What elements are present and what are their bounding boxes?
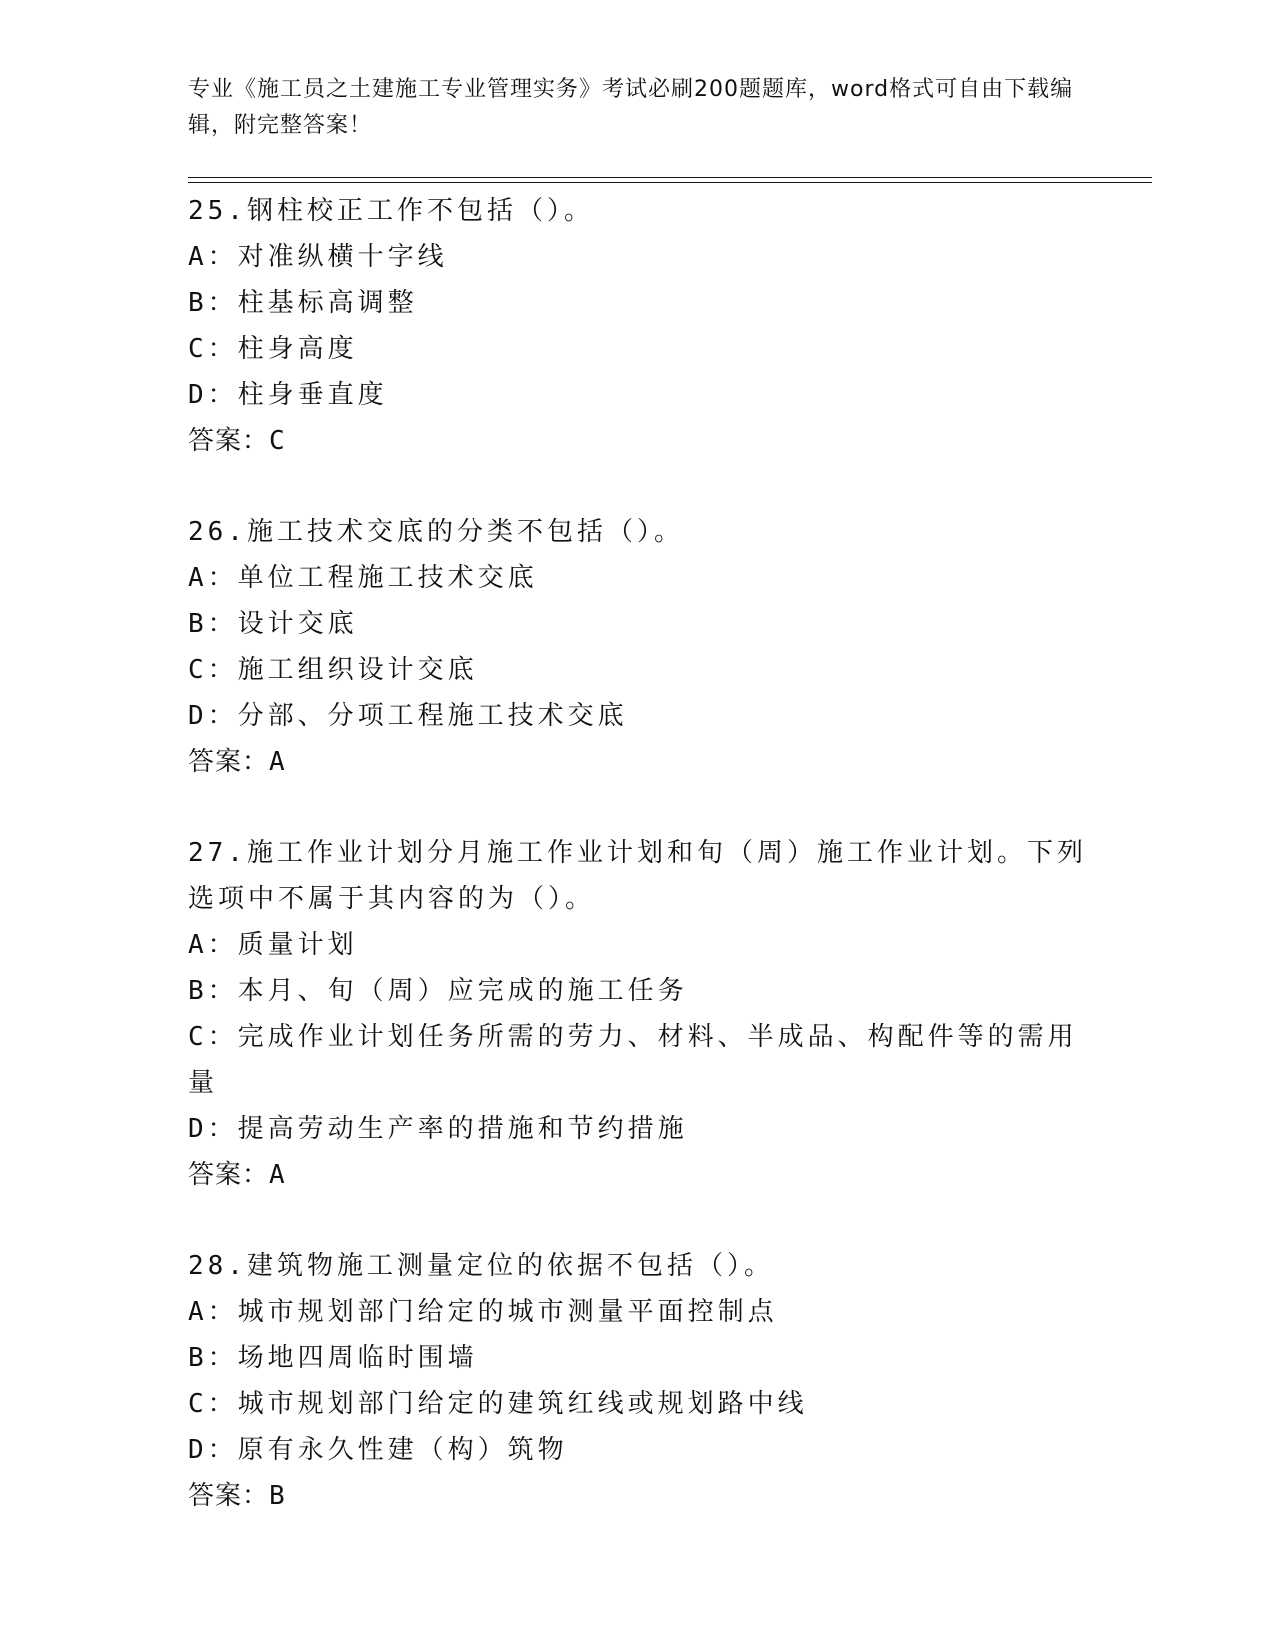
answer-line [188,1152,1088,1198]
option-c: C：城市规划部门给定的建筑红线或规划路中线 [188,1389,808,1419]
question-27 [188,830,1088,1198]
option-a: A：质量计划 [188,930,358,960]
option-d: D：柱身垂直度 [188,380,388,410]
document-header: 专业《施工员之土建施工专业管理实务》考试必刷200题题库，word格式可自由下载编辑，附完整答案！ [188,77,1074,138]
option-a: A：城市规划部门给定的城市测量平面控制点 [188,1297,778,1327]
answer-line [188,1473,1088,1519]
question-26 [188,509,1088,785]
answer-line [188,418,1088,464]
option-a: A：对准纵横十字线 [188,242,448,272]
question-stem: 26.施工技术交底的分类不包括（）。 [188,517,684,547]
option-b: B：柱基标高调整 [188,288,418,318]
question-stem: 28.建筑物施工测量定位的依据不包括（）。 [188,1251,774,1281]
header-divider-line-2 [188,182,1152,183]
answer-label: 答案： [188,426,270,456]
question-25 [188,188,1088,464]
header-divider-line [188,177,1152,178]
answer-line [188,739,1088,785]
answer-value: C [269,426,286,456]
option-b: B：本月、旬（周）应完成的施工任务 [188,976,688,1006]
option-d: D：分部、分项工程施工技术交底 [188,701,628,731]
answer-label: 答案： [188,1160,270,1190]
option-c: C：完成作业计划任务所需的劳力、材料、半成品、构配件等的需用量 [188,1022,1078,1098]
question-28 [188,1243,1088,1519]
option-c: C：施工组织设计交底 [188,655,478,685]
option-d: D：提高劳动生产率的措施和节约措施 [188,1114,688,1144]
answer-label: 答案： [188,747,270,777]
answer-value: A [269,747,286,777]
answer-value: B [269,1481,286,1511]
option-b: B：设计交底 [188,609,358,639]
option-a: A：单位工程施工技术交底 [188,563,538,593]
option-c: C：柱身高度 [188,334,358,364]
option-b: B：场地四周临时围墙 [188,1343,478,1373]
question-stem: 25.钢柱校正工作不包括（）。 [188,196,594,226]
question-list [188,188,1088,1564]
answer-value: A [269,1160,286,1190]
option-d: D：原有永久性建（构）筑物 [188,1435,568,1465]
answer-label: 答案： [188,1481,270,1511]
question-stem: 27.施工作业计划分月施工作业计划和旬（周）施工作业计划。下列选项中不属于其内容的为（）。 [188,838,1087,914]
